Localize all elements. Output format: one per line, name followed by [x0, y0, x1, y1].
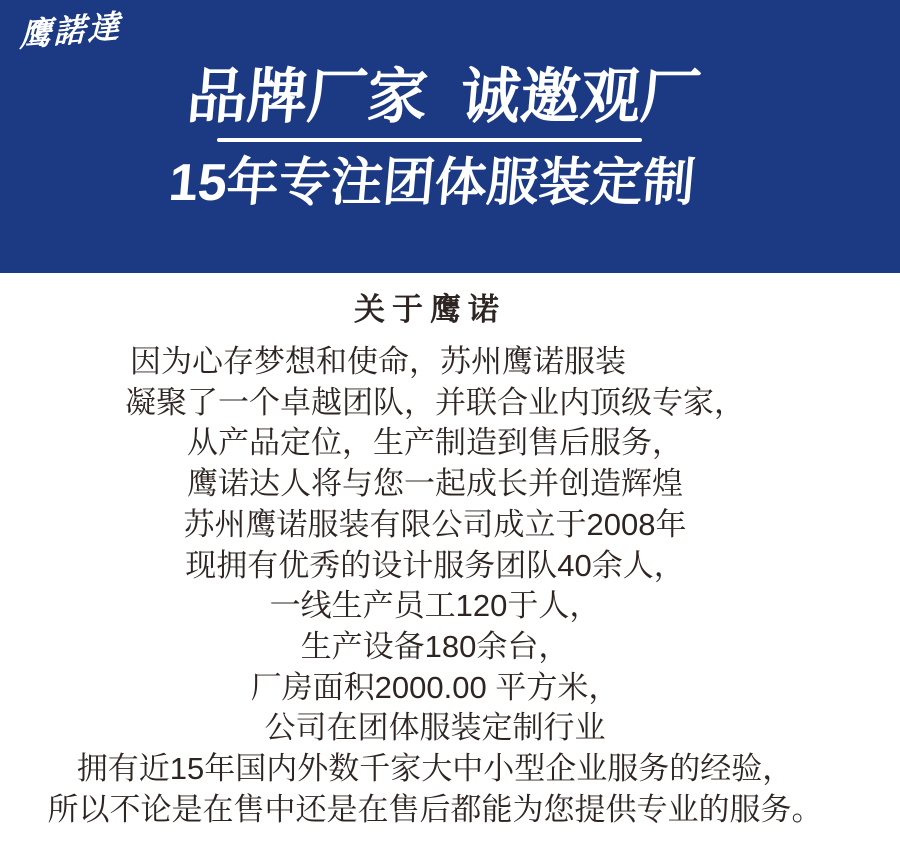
- about-heading: 关于鹰诺: [354, 292, 506, 327]
- banner-subtitle: 15年专注团体服装定制: [166, 154, 698, 212]
- brand-logo: 鹰諾達: [19, 8, 122, 54]
- about-line: 公司在团体服装定制行业: [264, 710, 606, 746]
- about-line: 从产品定位，生产制造到售后服务，: [187, 425, 683, 461]
- about-line: 苏州鹰诺服装有限公司成立于2008年: [183, 506, 687, 542]
- banner-divider: [217, 138, 642, 142]
- about-line: 现拥有优秀的设计服务团队40余人，: [185, 547, 685, 583]
- about-line: 所以不论是在售中还是在售后都能为您提供专业的服务。: [47, 791, 823, 827]
- about-line: 鹰诺达人将与您一起成长并创造辉煌: [187, 466, 683, 502]
- about-section: [0, 273, 900, 830]
- header-banner: [0, 0, 900, 273]
- banner-title: 品牌厂家 诚邀观厂: [184, 63, 704, 130]
- about-line: 凝聚了一个卓越团队，并联合业内顶级专家，: [125, 384, 745, 420]
- about-line: 生产设备180余台，: [300, 628, 570, 664]
- about-line: 拥有近15年国内外数千家大中小型企业服务的经验，: [76, 751, 794, 787]
- about-line: 厂房面积2000.00 平方米，: [250, 669, 620, 705]
- about-line: 一线生产员工120于人，: [269, 588, 601, 624]
- about-line: 因为心存梦想和使命，苏州鹰诺服装: [130, 344, 626, 379]
- about-text-block: [0, 342, 885, 830]
